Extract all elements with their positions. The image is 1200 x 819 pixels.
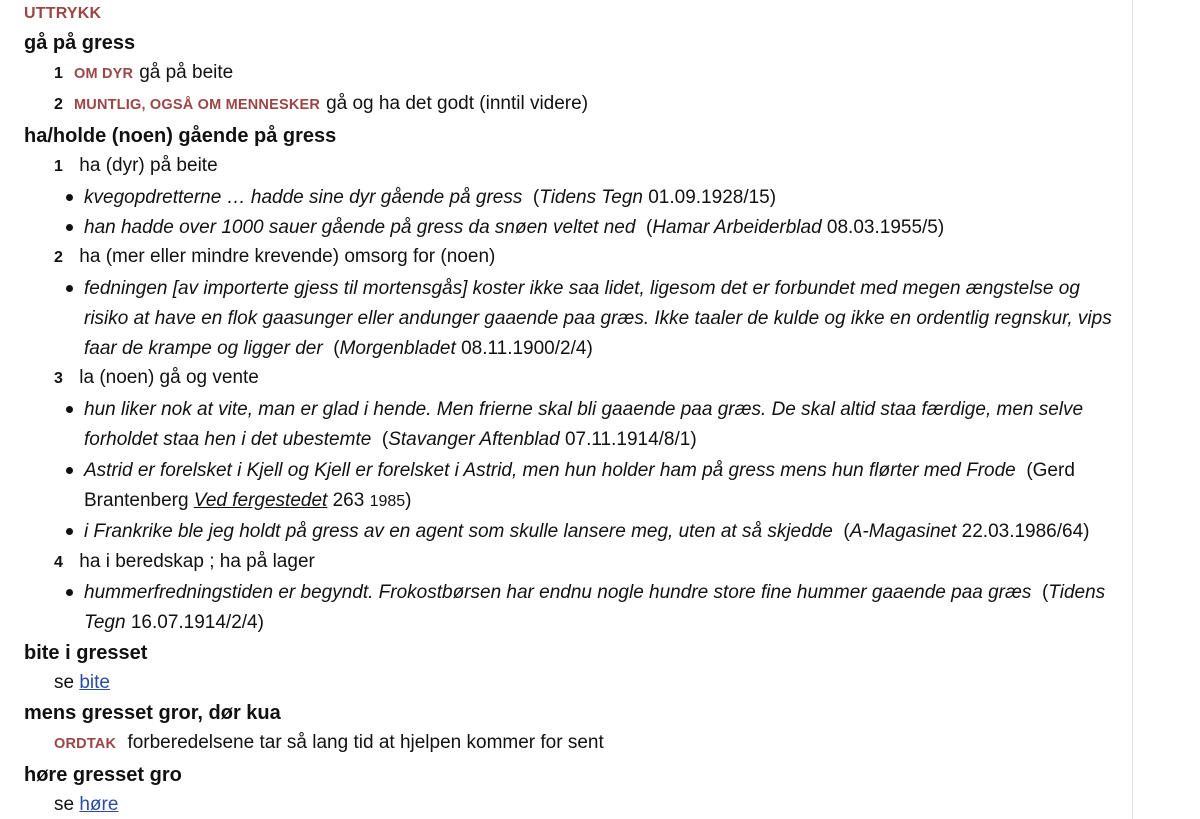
sense-number: 1 xyxy=(54,65,63,82)
example: hun liker nok at vite, man er glad i hende. Men frierne skal bli gaaende paa græs. De skal altid staa færdige, men selve forholdet staa hen i det ubestemte (Stavanger Aftenblad 07.11.1914/8/1) xyxy=(66,395,1128,455)
sense-definition: ha (mer eller mindre krevende) omsorg for (noen) xyxy=(79,246,496,267)
section-label: UTTRYKK xyxy=(24,5,102,22)
source-author: Gerd Brantenberg xyxy=(84,460,1075,511)
bullet xyxy=(66,589,73,596)
example-text: hummerfredningstiden er begyndt. Frokostbørsen har endnu nogle hundre store fine hummer gaaende paa græs xyxy=(84,582,1032,603)
expression-heading: mens gresset gror, dør kua xyxy=(24,702,281,724)
cross-reference xyxy=(54,793,118,817)
sense xyxy=(54,61,233,86)
sense-definition: forberedelsene tar så lang tid at hjelpen kommer for sent xyxy=(127,732,604,753)
see-link-hore[interactable]: høre xyxy=(79,794,119,815)
source-date: 16.07.1914/2/4 xyxy=(130,612,258,633)
expression-heading: bite i gresset xyxy=(24,642,148,664)
bullet xyxy=(66,528,73,535)
example: fedningen [av importerte gjess til mortensgås] koster ikke saa lidet, ligesom det er forbundet med megen ængstelse og risiko at have en flok gaasunger eller andunger gaaende paa græs. Ikke taaler de kulde og ikke en ordentlig regnskur, vips faar de krampe og ligger der (Morgenbladet 08.11.1900/2/4) xyxy=(66,274,1128,364)
sense-definition: gå på beite xyxy=(139,62,234,83)
usage-tag: ORDTAK xyxy=(54,736,117,752)
sense-number: 2 xyxy=(54,249,63,266)
source-name: A-Magasinet xyxy=(849,521,957,542)
sense-definition: la (noen) gå og vente xyxy=(79,367,259,388)
sense-number: 1 xyxy=(54,158,63,175)
see-prefix: se xyxy=(54,672,75,693)
usage-tag: MUNTLIG, OGSÅ OM MENNESKER xyxy=(74,97,321,113)
example-text: i Frankrike ble jeg holdt på gress av en agent som skulle lansere meg, uten at så skjedde xyxy=(84,521,833,542)
right-divider xyxy=(1132,0,1133,819)
example-text: kvegopdretterne … hadde sine dyr gående på gress xyxy=(84,187,523,208)
bullet xyxy=(66,285,73,292)
example: han hadde over 1000 sauer gående på gress da snøen veltet ned (Hamar Arbeiderblad 08.03.1955/5) xyxy=(66,213,1128,243)
bullet xyxy=(66,406,73,413)
bullet xyxy=(66,224,73,231)
sense xyxy=(54,366,259,391)
bullet xyxy=(66,194,73,201)
example-text: fedningen [av importerte gjess til mortensgås] koster ikke saa lidet, ligesom det er forbundet med megen ængstelse og risiko at have en flok gaasunger eller andunger gaaende paa græs. Ikke taaler de kulde og ikke en ordentlig regnskur, vips faar de krampe og ligger der xyxy=(84,278,1112,359)
sense-number: 3 xyxy=(54,370,63,387)
example-text: hun liker nok at vite, man er glad i hende. Men frierne skal bli gaaende paa græs. De skal altid staa færdige, men selve forholdet staa hen i det ubestemte xyxy=(84,399,1084,450)
example-text: han hadde over 1000 sauer gående på gress da snøen veltet ned xyxy=(84,217,636,238)
bullet xyxy=(66,467,73,474)
sense-definition: gå og ha det godt (inntil videre) xyxy=(326,93,589,114)
sense xyxy=(54,245,495,270)
example-text: Astrid er forelsket i Kjell og Kjell er forelsket i Astrid, men hun holder ham på gress mens hun flørter med Frode xyxy=(84,460,1016,481)
source-year: 1985 xyxy=(369,493,406,510)
source-page: 263 xyxy=(332,490,365,511)
see-link-bite[interactable]: bite xyxy=(79,672,110,693)
source-date: 22.03.1986/64 xyxy=(961,521,1084,542)
expression-heading: gå på gress xyxy=(24,32,136,54)
sense-definition: ha (dyr) på beite xyxy=(79,155,218,176)
sense xyxy=(54,154,218,179)
source-name: Tidens Tegn xyxy=(539,187,643,208)
sense-number: 2 xyxy=(54,96,63,113)
source-name: Tidens Tegn xyxy=(84,582,1106,633)
cross-reference xyxy=(54,671,110,695)
source-work-title: Ved fergestedet xyxy=(193,490,328,511)
source-date: 07.11.1914/8/1 xyxy=(564,429,691,450)
expression-heading: høre gresset gro xyxy=(24,764,182,786)
expression-heading: ha/holde (noen) gående på gress xyxy=(24,125,337,147)
example: hummerfredningstiden er begyndt. Frokostbørsen har endnu nogle hundre store fine hummer gaaende paa græs (Tidens Tegn 16.07.1914/2/4) xyxy=(66,578,1128,638)
source-date: 08.03.1955/5 xyxy=(826,217,938,238)
source-date: 01.09.1928/15 xyxy=(648,187,770,208)
sense-number: 4 xyxy=(54,554,63,571)
sense xyxy=(54,550,315,575)
see-prefix: se xyxy=(54,794,75,815)
usage-tag: OM DYR xyxy=(74,66,134,82)
source-name: Hamar Arbeiderblad xyxy=(652,217,822,238)
source-date: 08.11.1900/2/4 xyxy=(461,338,587,359)
source-name: Morgenbladet xyxy=(339,338,456,359)
sense xyxy=(54,731,604,756)
sense-definition: ha i beredskap ; ha på lager xyxy=(79,551,315,572)
example: i Frankrike ble jeg holdt på gress av en agent som skulle lansere meg, uten at så skjedde (A-Magasinet 22.03.1986/64) xyxy=(66,517,1128,547)
example: kvegopdretterne … hadde sine dyr gående på gress (Tidens Tegn 01.09.1928/15) xyxy=(66,183,1128,213)
sense xyxy=(54,92,588,117)
source-name: Stavanger Aftenblad xyxy=(388,429,560,450)
example: Astrid er forelsket i Kjell og Kjell er forelsket i Astrid, men hun holder ham på gress mens hun flørter med Frode (Gerd Brantenberg Ved fergestedet 263 1985) xyxy=(66,456,1128,517)
